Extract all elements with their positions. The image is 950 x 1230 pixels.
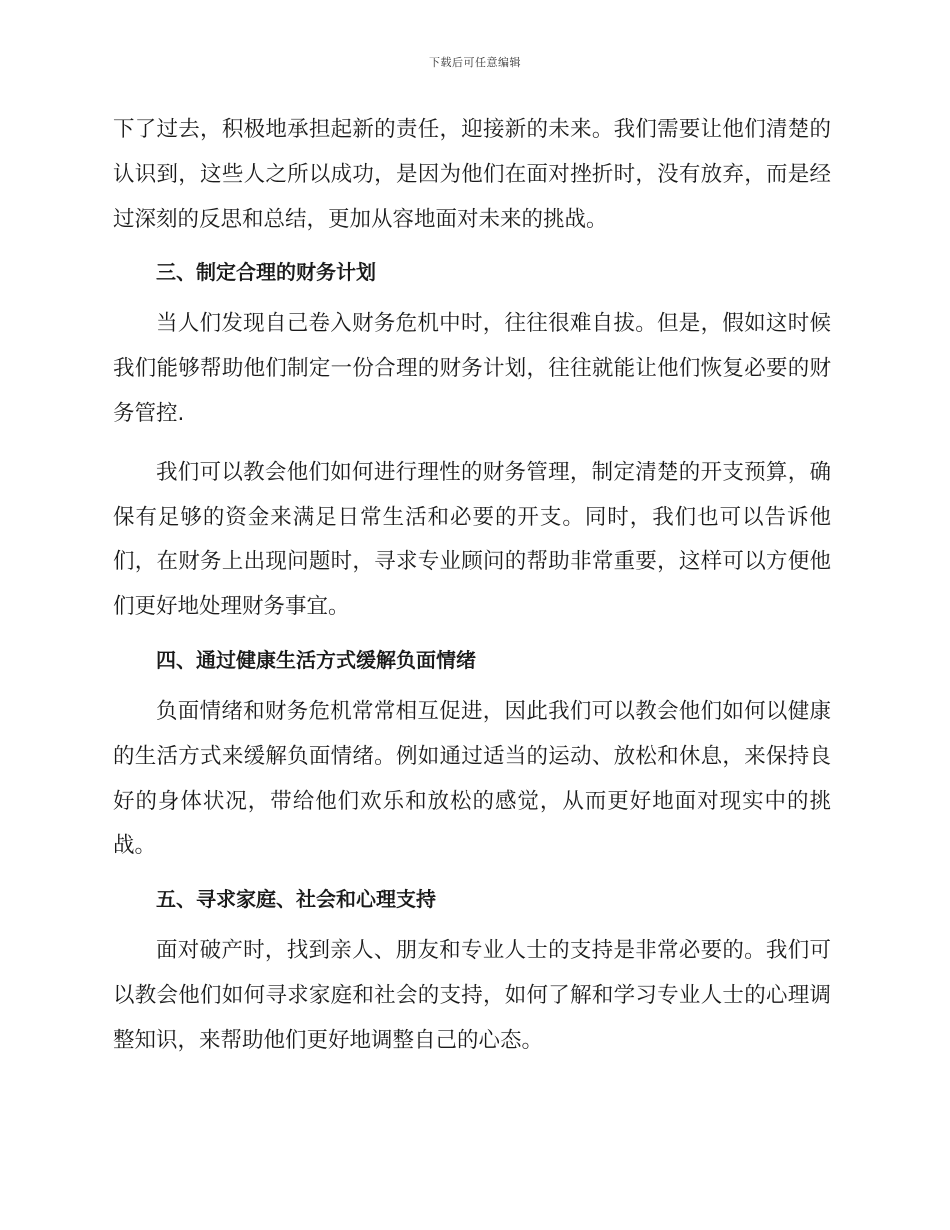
paragraph-financial-crisis: 当人们发现自己卷入财务危机中时，往往很难自拔。但是，假如这时候我们能够帮助他们制定一份合理的财务计划，往往就能让他们恢复必要的财务管控. — [113, 311, 831, 426]
page-header: 下载后可任意编辑 — [429, 56, 521, 69]
paragraph-support: 面对破产时，找到亲人、朋友和专业人士的支持是非常必要的。我们可以教会他们如何寻求家庭和社会的支持，如何了解和学习专业人士的心理调整知识，来帮助他们更好地调整自己的心态。 — [113, 938, 831, 1053]
paragraph-continued: 下了过去，积极地承担起新的责任，迎接新的未来。我们需要让他们清楚的认识到，这些人之所以成功，是因为他们在面对挫折时，没有放弃，而是经过深刻的反思和总结，更加从容地面对未来的挑战。 — [113, 117, 831, 232]
paragraph-financial-management: 我们可以教会他们如何进行理性的财务管理，制定清楚的开支预算，确保有足够的资金来满足日常生活和必要的开支。同时，我们也可以告诉他们，在财务上出现问题时，寻求专业顾问的帮助非常重要，这样可以方便他们更好地处理财务事宜。 — [113, 459, 831, 620]
section-heading-4: 四、通过健康生活方式缓解负面情绪 — [156, 647, 476, 672]
section-heading-3: 三、制定合理的财务计划 — [156, 260, 376, 285]
paragraph-healthy-lifestyle: 负面情绪和财务危机常常相互促进，因此我们可以教会他们如何以健康的生活方式来缓解负面情绪。例如通过适当的运动、放松和休息，来保持良好的身体状况，带给他们欢乐和放松的感觉，从而更好地面对现实中的挑战。 — [113, 698, 831, 859]
section-heading-5: 五、寻求家庭、社会和心理支持 — [156, 887, 436, 912]
document-body — [113, 108, 831, 1064]
